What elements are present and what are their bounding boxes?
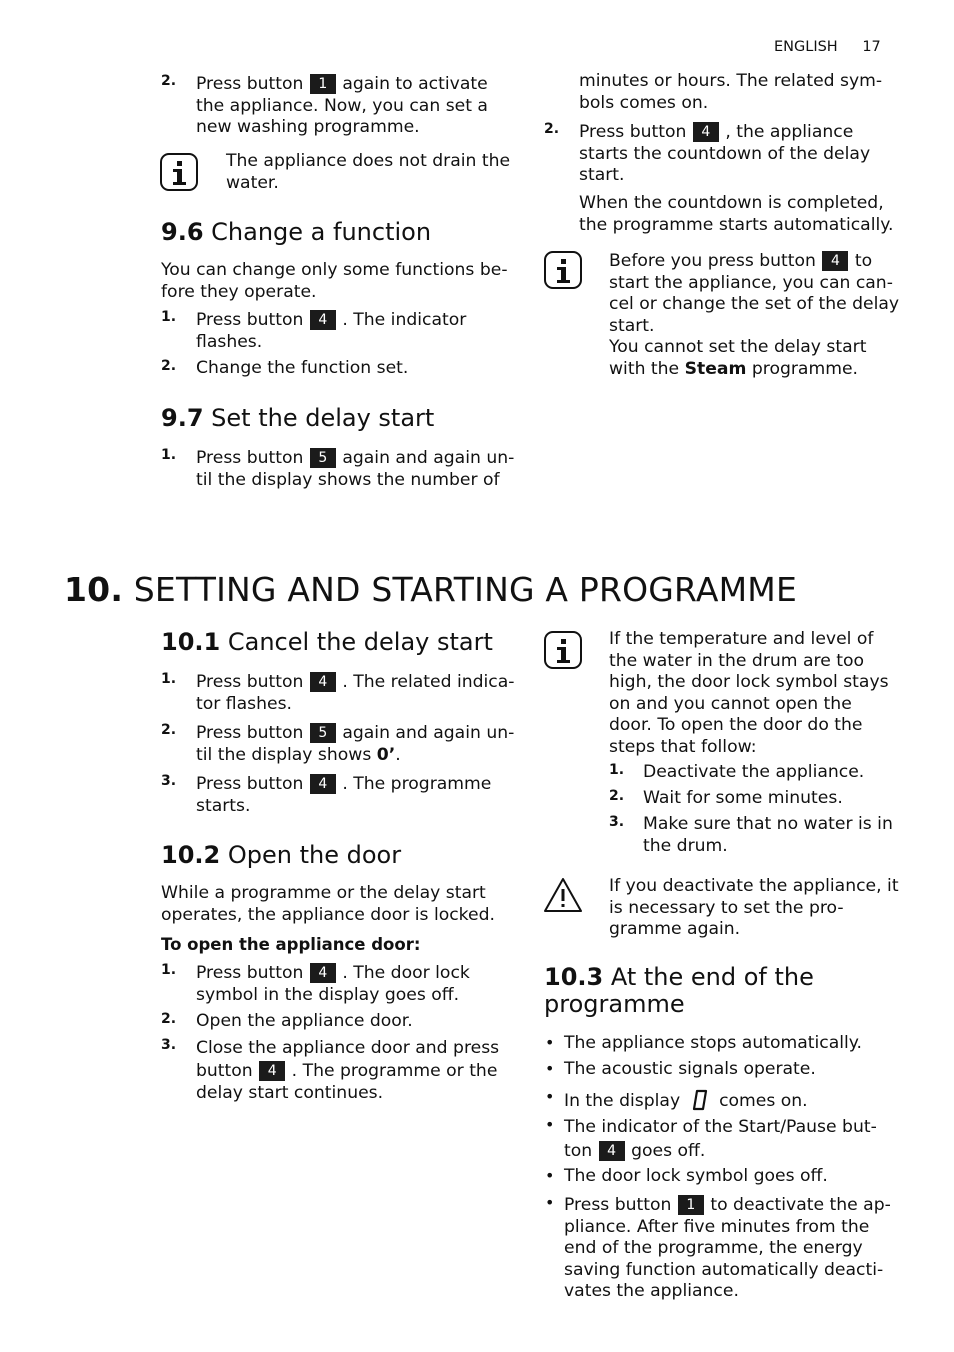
info-icon [544,251,582,289]
bullet-text: In the display comes on. [564,1091,808,1111]
step-number: 1. [161,447,177,463]
bullet: • [545,1166,555,1185]
step-text: Press button 1 again to activate the appliance. Now, you can set a new washing programme. [196,74,488,137]
warning-note: If you deactivate the appliance, it is necessary to set the pro- gramme again. [609,876,899,939]
button-key: 4 [310,672,336,692]
step-number: 3. [609,814,625,830]
bullet-text: Press button 1 to deactivate the ap- pliance. After five minutes from the end of the programme, the energy saving function automatically deacti- vates the appliance. [564,1195,891,1301]
step-number: 2. [161,73,177,89]
step-text: Press button 4 . The related indica- tor flashes. [196,672,515,714]
step-number: 3. [161,773,177,789]
step-text: Wait for some minutes. [643,788,843,808]
section-intro: You can change only some functions be- fore they operate. [161,260,508,302]
bullet: • [545,1115,555,1134]
button-key: 4 [822,251,848,271]
page-header [774,39,881,55]
step-number: 1. [161,671,177,687]
button-key: 5 [310,723,336,743]
bullet: • [545,1033,555,1052]
info-icon [160,153,198,191]
info-note: Before you press button 4 to start the appliance, you can can- cel or change the set of the delay start. You cannot set the delay start with the Steam programme. [609,251,900,379]
step-number: 2. [161,358,177,374]
warning-icon [543,877,583,913]
bullet: • [545,1193,555,1212]
button-key: 4 [599,1141,625,1161]
step-number: 1. [161,962,177,978]
section-intro: While a programme or the delay start operates, the appliance door is locked. [161,883,495,925]
display-zero-icon [691,1089,709,1111]
step-number: 2. [161,1011,177,1027]
step-number: 1. [161,309,177,325]
section-heading: 10.3 At the end of the programme [544,963,814,1018]
button-key: 1 [310,74,336,94]
step-number: 3. [161,1037,177,1053]
procedure-subheading: To open the appliance door: [161,935,421,954]
step-number: 1. [609,762,625,778]
info-note: If the temperature and level of the water in the drum are too high, the door lock symbol stays on and you cannot open the door. To open the door do the steps that follow: [609,629,889,757]
header-language: ENGLISH [774,39,838,55]
section-heading: 10.2 Open the door [161,841,402,869]
bullet-text: The indicator of the Start/Pause but- ton 4 goes off. [564,1117,877,1161]
step-text: Press button 4 , the appliance starts the countdown of the delay start. [579,122,871,185]
step-number: 2. [544,121,560,137]
button-key: 4 [259,1061,285,1081]
bullet: • [545,1059,555,1078]
bullet: • [545,1087,555,1106]
continued-text: minutes or hours. The related sym- bols comes on. [579,71,883,113]
button-key: 4 [310,774,336,794]
chapter-heading: 10. SETTING AND STARTING A PROGRAMME [64,570,798,609]
step-text: Close the appliance door and press button 4 . The programme or the delay start continues. [196,1038,500,1103]
info-icon [544,631,582,669]
page-number: 17 [862,39,881,55]
info-note: The appliance does not drain the water. [226,151,511,193]
step-text: Press button 4 . The door lock symbol in the display goes off. [196,963,470,1005]
step-text: Deactivate the appliance. [643,762,865,782]
step-text: Make sure that no water is in the drum. [643,814,893,856]
bullet-text: The door lock symbol goes off. [564,1166,828,1186]
step-followup: When the countdown is completed, the programme starts automatically. [579,193,894,235]
bullet-text: The appliance stops automatically. [564,1033,862,1053]
step-text: Press button 5 again and again un- til the display shows 0’. [196,723,515,765]
button-key: 4 [310,310,336,330]
section-heading: 10.1 Cancel the delay start [161,628,493,656]
section-heading: 9.7 Set the delay start [161,404,435,432]
step-text: Change the function set. [196,358,409,378]
step-text: Press button 5 again and again un- til the display shows the number of [196,448,515,490]
button-key: 1 [678,1195,704,1215]
button-key: 4 [693,122,719,142]
button-key: 5 [310,448,336,468]
button-key: 4 [310,963,336,983]
step-text: Press button 4 . The indicator flashes. [196,310,467,352]
section-heading: 9.6 Change a function [161,218,432,246]
bullet-text: The acoustic signals operate. [564,1059,816,1079]
step-text: Open the appliance door. [196,1011,413,1031]
step-text: Press button 4 . The programme starts. [196,774,492,816]
step-number: 2. [161,722,177,738]
step-number: 2. [609,788,625,804]
